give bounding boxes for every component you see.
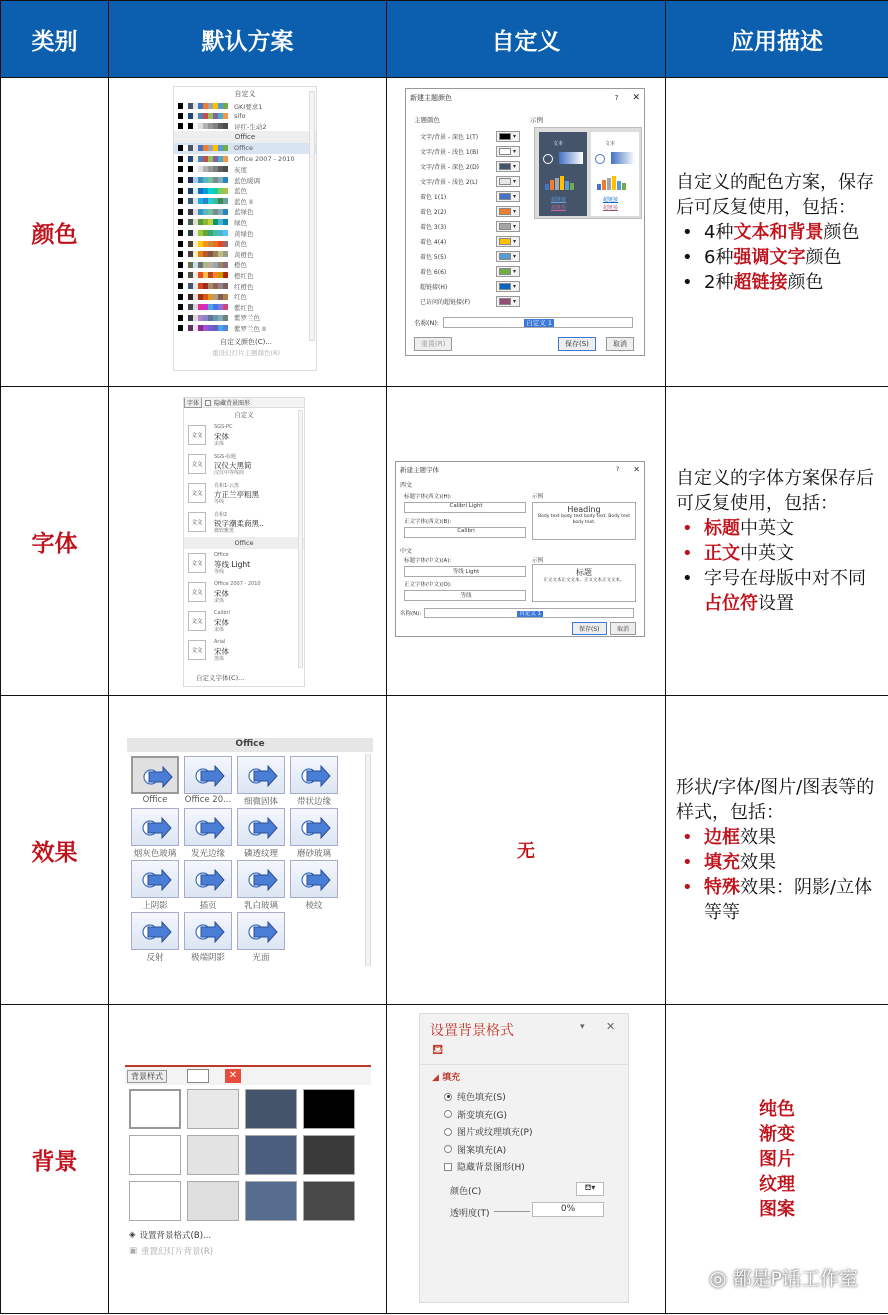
effect-tile-label: 磨砂玻璃 <box>296 849 331 859</box>
effect-tile-label: 反射 <box>146 953 164 963</box>
custom-header: 自定义 <box>234 90 256 98</box>
font-scheme-item[interactable]: 文文 SGS-PC 宋体 宋体 <box>184 421 304 450</box>
color-scheme-item[interactable]: 紫红色 <box>174 302 316 313</box>
transparency-label: 透明度(T) <box>450 1209 490 1219</box>
sample-link-dark: 超链接 <box>551 197 567 203</box>
effects-gallery <box>127 738 373 972</box>
close-icon[interactable]: ✕ <box>632 93 640 103</box>
custom-colors-link[interactable]: 自定义颜色(C)... <box>219 337 273 346</box>
font-preview-icon: 文文 <box>188 425 206 445</box>
bg-style-swatch[interactable] <box>187 1135 239 1175</box>
effect-tile[interactable] <box>290 860 338 898</box>
effect-custom-cell: 无 <box>387 696 666 1005</box>
effect-tile[interactable] <box>237 808 285 846</box>
effect-tile-label: 烟灰色玻璃 <box>133 849 177 859</box>
color-picker-button[interactable]: ▾ <box>496 296 520 307</box>
bg-default-cell <box>109 1005 387 1314</box>
sample-body: Body text body text body text. Body text body text. <box>538 514 630 525</box>
placeholder-em: 占位符 <box>704 593 758 614</box>
office-header: Office <box>184 537 304 549</box>
font-preview-icon: 文文 <box>188 640 206 660</box>
effect-tile-label: 上阴影 <box>142 901 168 911</box>
color-intro: 自定义的配色方案，保存后可反复使用，包括： <box>676 171 874 218</box>
radio-button[interactable] <box>444 1128 452 1136</box>
theme-color-row: 着色 6(6) ▾ <box>420 264 530 279</box>
dialog-title: 新建主题字体 <box>400 465 439 474</box>
close-icon[interactable]: ✕ <box>225 1069 241 1083</box>
theme-color-row: 文字/背景 - 深色 2(D) ▾ <box>420 159 530 174</box>
font-scheme-item[interactable]: 文文 肖和2 锐字潮柔商黑.. 微软雅黑 <box>184 508 304 537</box>
effect-tile-label: 乳白玻璃 <box>243 901 278 911</box>
effect-tile-label: 发光边缘 <box>190 849 225 859</box>
font-dropdown[interactable]: 字体 <box>184 397 202 408</box>
close-icon[interactable]: ✕ <box>606 1020 616 1033</box>
format-bg-link[interactable]: 设置背景格式(B)... <box>139 1231 212 1241</box>
custom-fonts-link[interactable]: 自定义字体(C)... <box>196 674 245 682</box>
sample-text-dark: 文本 <box>553 141 564 147</box>
reset-bg-link[interactable]: 重置幻灯片背景(R) <box>141 1247 214 1257</box>
bg-option: 纯色 <box>759 1098 795 1120</box>
save-button[interactable]: 保存(S) <box>572 622 607 635</box>
row-color <box>1 78 888 387</box>
color-scheme-item[interactable]: 绿色 <box>174 217 316 228</box>
effect-tile-label: 细微固体 <box>243 797 278 807</box>
new-theme-fonts-dialog <box>395 461 645 637</box>
watermark-text: 都是P话工作室 <box>732 1268 858 1290</box>
bg-style-swatch[interactable] <box>129 1181 181 1221</box>
effect-intro: 形状/字体/图片/图表等的样式，包括： <box>676 777 875 823</box>
color-default-cell <box>109 78 387 387</box>
bg-custom-cell <box>387 1005 666 1314</box>
bg-style-swatch[interactable] <box>187 1089 239 1129</box>
category-effect: 效果 <box>1 696 109 1005</box>
effect-tile-label: 带状边缘 <box>296 797 331 807</box>
radio-button[interactable] <box>444 1093 452 1101</box>
name-label: 名称(N): <box>400 611 422 617</box>
scrollbar[interactable] <box>365 754 371 966</box>
font-scheme-item[interactable]: 文文 Office 等线 Light 等线 <box>184 549 304 578</box>
cancel-button[interactable]: 取消 <box>606 337 634 351</box>
color-scheme-item[interactable]: 黄橙色 <box>174 249 316 260</box>
effect-tile-label: Office <box>142 795 168 805</box>
color-picker-button[interactable]: ▾ <box>496 131 520 142</box>
effect-tile-label: 插页 <box>199 901 217 911</box>
theme-color-row: 文字/背景 - 浅色 1(B) ▾ <box>420 144 530 159</box>
office-header: Office <box>174 131 316 143</box>
scrollbar[interactable] <box>298 410 303 668</box>
fill-em: 填充 <box>704 852 740 873</box>
bg-style-swatch[interactable] <box>303 1089 355 1129</box>
row-font <box>1 387 888 696</box>
theme-color-row: 文字/背景 - 浅色 2(L) ▾ <box>420 174 530 189</box>
header-custom: 自定义 <box>387 1 666 78</box>
color-picker-button[interactable]: ▾ <box>496 146 520 157</box>
font-description: 自定义的字体方案保存后可反复使用，包括： • 标题中英文 • 正文中英文 • 字号在母版中对不同占位符设置 <box>666 387 888 696</box>
eastern-label: 中文 <box>400 548 413 555</box>
effect-tile[interactable] <box>184 912 232 950</box>
reset-button[interactable]: 重置(R) <box>414 337 452 351</box>
heading-west-select[interactable]: Calibri Light <box>404 502 526 513</box>
color-picker[interactable]: ⛾▾ <box>576 1182 604 1196</box>
bg-style-swatch[interactable] <box>245 1089 297 1129</box>
sample-link-light: 超链接 <box>603 197 619 203</box>
sample-preview <box>534 127 642 219</box>
color-picker-button[interactable]: ▾ <box>496 281 520 292</box>
color-picker-button[interactable]: ▾ <box>496 206 520 217</box>
help-icon[interactable]: ? <box>614 94 619 102</box>
background-styles-menu <box>125 1065 371 1265</box>
office-header: Office <box>127 738 373 752</box>
header-category: 类别 <box>1 1 109 78</box>
effect-tile[interactable] <box>131 912 179 950</box>
category-background: 背景 <box>1 1005 109 1314</box>
body-em: 正文 <box>704 543 740 564</box>
theme-color-row: 超链接(H) ▾ <box>420 279 530 294</box>
fill-bucket-icon[interactable]: ⛾ <box>432 1042 444 1058</box>
bg-option: 纹理 <box>759 1173 795 1195</box>
effect-tile[interactable] <box>237 912 285 950</box>
help-icon[interactable]: ? <box>615 465 620 473</box>
effect-tile[interactable] <box>131 860 179 898</box>
format-background-pane <box>419 1013 629 1303</box>
color-custom-cell <box>387 78 666 387</box>
body-west-select[interactable]: Calibri <box>404 527 526 538</box>
theme-color-row: 着色 1(1) ▾ <box>420 189 530 204</box>
bg-option: 图案 <box>759 1198 795 1220</box>
color-description: 自定义的配色方案，保存后可反复使用，包括： • 4种文本和背景颜色 • 6种强调文字颜色 • 2种超链接颜色 <box>666 78 888 387</box>
hyperlink-em: 超链接 <box>733 271 788 293</box>
dialog-title: 新建主题颜色 <box>410 94 452 102</box>
font-preview-icon: 文文 <box>188 454 206 474</box>
font-preview-icon: 文文 <box>188 483 206 503</box>
effect-tile[interactable] <box>290 808 338 846</box>
color-scheme-item[interactable]: 灰度 <box>174 164 316 175</box>
font-scheme-menu <box>183 397 305 687</box>
color-scheme-item[interactable]: 紫罗兰色 II <box>174 323 316 334</box>
color-scheme-item[interactable]: 蓝色暖调 <box>174 175 316 186</box>
heading-em: 标题 <box>704 518 740 539</box>
theme-color-row: 着色 3(3) ▾ <box>420 219 530 234</box>
color-scheme-item[interactable]: 黄绿色 <box>174 228 316 239</box>
name-input[interactable]: 自定义 1 <box>526 319 552 327</box>
effect-default-cell <box>109 696 387 1005</box>
sample-visited-light: 超链接 <box>603 205 619 211</box>
close-icon[interactable]: ✕ <box>633 464 640 474</box>
fill-section: 填充 <box>442 1073 461 1083</box>
sample-body-east: 正文文本正文文本。正文文本正文文本。 <box>543 578 625 583</box>
hide-bg-checkbox[interactable]: 隐藏背景图形 <box>214 400 251 407</box>
body-east-select[interactable]: 等线 <box>404 590 526 601</box>
font-scheme-item[interactable]: 文文 SGS-标题 汉仪大黑简 汉仪中等线简 <box>184 450 304 479</box>
color-scheme-item[interactable]: sifo <box>174 111 316 121</box>
color-picker-button[interactable]: ▾ <box>496 251 520 262</box>
sample-label-west: 示例 <box>532 494 544 500</box>
category-font: 字体 <box>1 387 109 696</box>
color-scheme-item[interactable]: GKI要求1 <box>174 101 316 111</box>
color-scheme-item[interactable]: 评红-生动2 <box>174 121 316 131</box>
format-bg-icon: ◈ <box>129 1230 136 1240</box>
fill-option-label: 图片或纹理填充(P) <box>457 1128 533 1139</box>
row-effect <box>1 696 888 1005</box>
color-picker-button[interactable]: ▾ <box>496 161 520 172</box>
name-input[interactable]: 自定义 1 <box>519 611 542 617</box>
bg-style-dropdown[interactable]: 背景样式 <box>127 1070 167 1083</box>
heading-east-select[interactable]: 等线 Light <box>404 566 526 577</box>
color-picker-button[interactable]: ▾ <box>496 266 520 277</box>
color-scheme-item[interactable]: 紫罗兰色 <box>174 313 316 324</box>
group-label: 主题颜色 <box>414 116 440 124</box>
color-label: 颜色(C) <box>450 1187 482 1197</box>
heading-east-label: 标题字体(中文)(A): <box>404 558 452 564</box>
bg-style-swatch[interactable] <box>129 1089 181 1129</box>
effect-tile[interactable] <box>237 756 285 794</box>
effect-tile[interactable] <box>184 756 232 794</box>
color-scheme-item[interactable]: Office <box>174 143 316 154</box>
effect-tile[interactable] <box>290 756 338 794</box>
wechat-icon: ◎ <box>709 1265 727 1290</box>
color-picker-button[interactable]: ▾ <box>496 191 520 202</box>
sample-label-east: 示例 <box>532 558 544 564</box>
new-theme-colors-dialog <box>405 88 645 356</box>
color-picker-button[interactable]: ▾ <box>496 221 520 232</box>
font-scheme-item[interactable]: 文文 Office 2007 - 2010 宋体 宋体 <box>184 578 304 607</box>
transparency-slider[interactable] <box>494 1211 530 1212</box>
effect-tile[interactable] <box>131 756 179 794</box>
effect-tile[interactable] <box>237 860 285 898</box>
watermark <box>709 1264 858 1291</box>
effect-tile-label: Office 20... <box>184 795 232 805</box>
color-scheme-item[interactable]: 蓝色 <box>174 185 316 196</box>
category-color: 颜色 <box>1 78 109 387</box>
color-scheme-item[interactable]: 黄色 <box>174 238 316 249</box>
effect-tile-label: 棱纹 <box>305 901 323 911</box>
effect-tile[interactable] <box>131 808 179 846</box>
hide-bg-label: 隐藏背景图形(H) <box>457 1163 525 1173</box>
collapse-icon[interactable]: ◢ <box>432 1073 443 1083</box>
bg-option: 渐变 <box>759 1123 795 1145</box>
pane-title: 设置背景格式 <box>430 1023 514 1039</box>
font-preview-icon: 文文 <box>188 611 206 631</box>
theme-color-row: 着色 4(4) ▾ <box>420 234 530 249</box>
color-scheme-item[interactable]: 橙色 <box>174 260 316 271</box>
effect-tile[interactable] <box>184 860 232 898</box>
color-picker-button[interactable]: ▾ <box>496 176 520 187</box>
save-button[interactable]: 保存(S) <box>558 337 596 351</box>
fill-option-label: 图案填充(A) <box>457 1145 507 1156</box>
sample-text-light: 文本 <box>605 141 616 147</box>
text-bg-em: 文本和背景 <box>733 221 824 243</box>
header-row <box>1 1 888 78</box>
bg-style-swatch[interactable] <box>129 1135 181 1175</box>
effect-tile[interactable] <box>184 808 232 846</box>
font-custom-cell <box>387 387 666 696</box>
color-scheme-item[interactable]: 蓝色 II <box>174 196 316 207</box>
color-scheme-item[interactable]: 橙红色 <box>174 270 316 281</box>
theme-color-row: 着色 2(2) ▾ <box>420 204 530 219</box>
color-picker-button[interactable]: ▾ <box>496 236 520 247</box>
header-default: 默认方案 <box>109 1 387 78</box>
theme-color-row: 着色 5(5) ▾ <box>420 249 530 264</box>
effect-tile-label: 光面 <box>252 953 270 963</box>
color-scheme-item[interactable]: 红色 <box>174 291 316 302</box>
western-label: 西文 <box>400 482 413 489</box>
theme-color-row: 已访问的超链接(F) ▾ <box>420 294 530 309</box>
special-em: 特殊 <box>704 877 740 898</box>
scrollbar[interactable] <box>309 91 315 341</box>
font-intro: 自定义的字体方案保存后可反复使用，包括： <box>676 468 874 514</box>
hide-bg-checkbox[interactable] <box>444 1163 452 1171</box>
sample-heading-east: 标题 <box>576 568 592 577</box>
custom-header: 自定义 <box>234 411 254 419</box>
accent-em: 强调文字 <box>733 246 806 268</box>
fill-option-label: 纯色填充(S) <box>457 1093 506 1104</box>
font-scheme-item[interactable]: 文文 Arial 宋体 黑体 <box>184 636 304 665</box>
chevron-down-icon[interactable]: ▾ <box>580 1022 585 1032</box>
color-scheme-item[interactable]: 蓝绿色 <box>174 207 316 218</box>
font-preview-icon: 文文 <box>188 553 206 573</box>
font-preview-icon: 文文 <box>188 512 206 532</box>
bg-style-swatch[interactable] <box>303 1181 355 1221</box>
bg-style-swatch[interactable] <box>187 1181 239 1221</box>
effect-description: 形状/字体/图片/图表等的样式，包括： • 边框效果 • 填充效果 • 特殊效果：阴影/立体等等 <box>666 696 888 1005</box>
font-scheme-item[interactable]: 文文 肖和1-云黑 方正兰亭粗黑 等线 <box>184 479 304 508</box>
color-scheme-item[interactable]: Office 2007 - 2010 <box>174 154 316 165</box>
font-preview-icon: 文文 <box>188 582 206 602</box>
effect-tile-label: 磷透纹理 <box>243 849 278 859</box>
border-em: 边框 <box>704 827 740 848</box>
reset-bg-icon: ▣ <box>129 1246 138 1256</box>
radio-button[interactable] <box>444 1145 452 1153</box>
effect-tile-label: 极端阴影 <box>190 953 225 963</box>
sample-heading: Heading <box>567 505 601 514</box>
bg-option: 图片 <box>759 1148 795 1170</box>
sample-label: 示例 <box>530 116 543 124</box>
color-scheme-menu <box>173 86 317 371</box>
sample-visited-dark: 超链接 <box>551 205 567 211</box>
font-default-cell <box>109 387 387 696</box>
name-label: 名称(N): <box>414 319 440 327</box>
bg-style-swatch[interactable] <box>303 1135 355 1175</box>
body-east-label: 正文字体(中文)(O): <box>404 582 452 588</box>
bg-style-swatch[interactable] <box>245 1181 297 1221</box>
fill-option-label: 渐变填充(G) <box>457 1110 507 1121</box>
cancel-button[interactable]: 取消 <box>610 622 636 635</box>
bg-style-swatch[interactable] <box>245 1135 297 1175</box>
reset-colors-link[interactable]: 重设幻灯片主题颜色(R) <box>211 348 281 357</box>
radio-button[interactable] <box>444 1110 452 1118</box>
body-west-label: 正文字体(西文)(B): <box>404 519 452 525</box>
heading-west-label: 标题字体(西文)(H): <box>404 494 452 500</box>
color-scheme-item[interactable]: 红橙色 <box>174 281 316 292</box>
transparency-input[interactable]: 0% <box>532 1202 604 1217</box>
font-scheme-item[interactable]: 文文 Calibri 宋体 宋体 <box>184 607 304 636</box>
theme-color-row: 文字/背景 - 深色 1(T) ▾ <box>420 129 530 144</box>
header-description: 应用描述 <box>666 1 888 78</box>
